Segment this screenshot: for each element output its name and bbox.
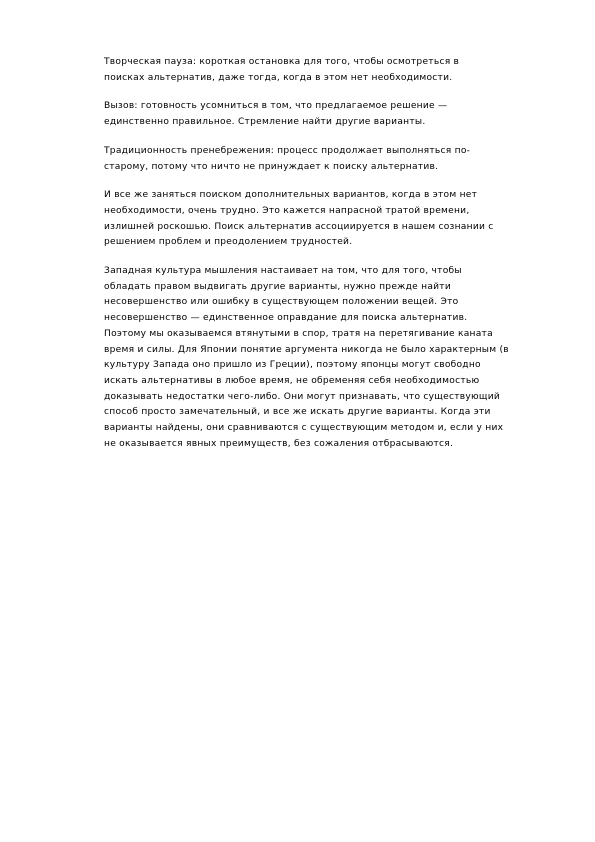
text-line: несовершенство или ошибку в существующем положении вещей. Это	[104, 297, 459, 308]
text-line: излишней роскошью. Поиск альтернатив ассоциируется в нашем сознании с	[104, 221, 494, 232]
paragraph-traditional-neglect	[84, 144, 559, 175]
text-line: способ просто замечательный, и все же искать другие варианты. Когда эти	[104, 407, 491, 418]
paragraph-difficulty	[84, 188, 559, 251]
text-line: несовершенство — единственное оправдание для поиска альтернатив.	[104, 313, 468, 324]
paragraph-challenge	[84, 99, 559, 130]
paragraph-western-culture	[84, 264, 559, 452]
paragraph-creative-pause	[84, 55, 559, 86]
text-line: Поэтому мы оказываемся втянутыми в спор, тратя на перетягивание каната	[104, 328, 493, 339]
text-line: Традиционность пренебрежения: процесс продолжает выполняться по-	[104, 145, 471, 156]
text-line: искать альтернативы в любое время, не обременяя себя необходимостью	[104, 375, 480, 386]
text-line: поисках альтернатив, даже тогда, когда в этом нет необходимости.	[104, 72, 453, 83]
text-line: варианты найдены, они сравниваются с существующим методом и, если у них	[104, 423, 504, 434]
text-line: необходимости, очень трудно. Это кажется напрасной тратой времени,	[104, 205, 470, 216]
text-line: старому, потому что ничто не принуждает к поиску альтернатив.	[104, 161, 439, 172]
text-line: время и силы. Для Японии понятие аргумента никогда не было характерным (в	[104, 344, 509, 355]
text-line: доказывать недостатки чего-либо. Они могут признавать, что существующий	[104, 391, 501, 402]
text-line: И все же заняться поиском дополнительных вариантов, когда в этом нет	[104, 190, 478, 201]
text-line: не оказывается явных преимуществ, без сожаления отбрасываются.	[104, 438, 454, 449]
text-line: Западная культура мышления настаивает на том, что для того, чтобы	[104, 266, 462, 277]
text-line: единственно правильное. Стремление найти другие варианты.	[104, 117, 426, 128]
text-line: культуру Запада оно пришло из Греции), поэтому японцы могут свободно	[104, 360, 481, 371]
text-line: решением проблем и преодолением трудностей.	[104, 237, 353, 248]
text-line: Вызов: готовность усомниться в том, что предлагаемое решение —	[104, 101, 448, 112]
text-line: обладать правом выдвигать другие варианты, нужно прежде найти	[104, 281, 452, 292]
document-body	[84, 55, 559, 465]
text-line: Творческая пауза: короткая остановка для того, чтобы осмотреться в	[104, 57, 460, 67]
